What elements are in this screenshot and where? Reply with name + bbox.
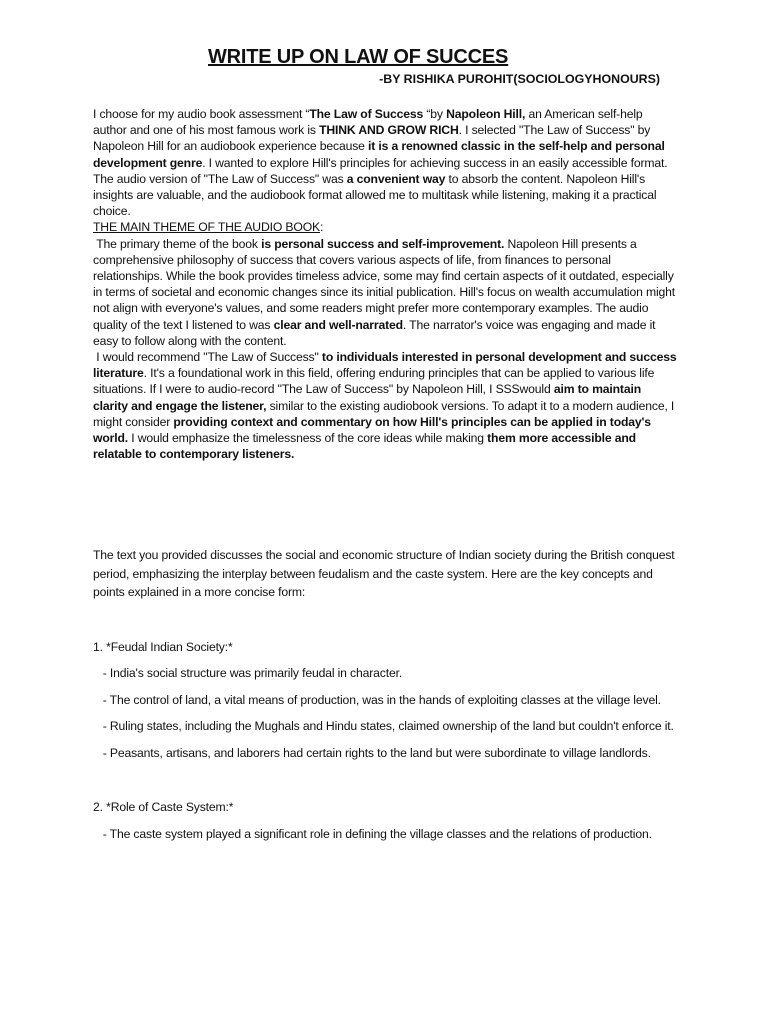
intro-paragraph: I choose for my audio book assessment “The Law of Success “by Napoleon Hill, an American self-help author and one of his most famous work is THINK AND GROW RICH. I selected "The Law of Success" by Napoleon Hill for an audiobook experience because it is a renowned classic in the self-help and personal development genre. I wanted to explore Hill's principles for achieving success in an easily accessible format. The audio version of "The Law of Success" was a convenient way to absorb the content. Napoleon Hill's insights are valuable, and the audiobook format allowed me to multitask while listening, making it a practical choice. bbox=[93, 107, 668, 219]
section-heading-caste: 2. *Role of Caste System:* bbox=[93, 800, 234, 814]
recommendation-paragraph: I would recommend "The Law of Success" to individuals interested in personal development and success literature. It's a foundational work in this field, offering enduring principles that can be applied to various life situations. If I were to audio-record "The Law of Success" by Napoleon Hill, I SSSwould aim to maintain clarity and engage the listener, similar to the existing audiobook versions. To adapt it to a modern audience, I might consider providing context and commentary on how Hill's principles can be applied in today's world. I would emphasize the timelessness of the core ideas while making them more accessible and relatable to contemporary listeners. bbox=[93, 350, 677, 462]
summary-intro: The text you provided discusses the social and economic structure of Indian society during the British conquest period, emphasizing the interplay between feudalism and the caste system. Here are the key concepts and points explained in a more concise form: bbox=[93, 548, 675, 599]
document-title: WRITE UP ON LAW OF SUCCES bbox=[208, 46, 509, 68]
summary-section bbox=[93, 546, 678, 851]
theme-heading: THE MAIN THEME OF THE AUDIO BOOK: bbox=[93, 220, 324, 235]
section-heading-feudal: 1. *Feudal Indian Society:* bbox=[93, 639, 233, 654]
list-item: - The caste system played a significant role in defining the village classes and the relations of production. bbox=[93, 826, 652, 841]
list-item: - Peasants, artisans, and laborers had certain rights to the land but were subordinate to village landlords. bbox=[93, 745, 651, 760]
list-item: - The control of land, a vital means of production, was in the hands of exploiting classes at the village level. bbox=[93, 692, 661, 707]
list-item: - Ruling states, including the Mughals and Hindu states, claimed ownership of the land but couldn't enforce it. bbox=[93, 719, 674, 733]
essay-body bbox=[93, 106, 678, 462]
author-line: -BY RISHIKA PUROHIT(SOCIOLOGYHONOURS) bbox=[379, 72, 660, 86]
list-item: - India's social structure was primarily feudal in character. bbox=[93, 666, 403, 680]
theme-paragraph: The primary theme of the book is personal success and self-improvement. Napoleon Hill presents a comprehensive philosophy of success that covers various aspects of life, from finances to personal relationships. While the book provides timeless advice, some may find certain aspects of it outdated, especially in terms of societal and economic changes since its initial publication. Hill's focus on wealth accumulation might not align with everyone's values, and some readers might prefer more contemporary examples. The audio quality of the text I listened to was clear and well-narrated. The narrator's voice was engaging and made it easy to follow along with the content. bbox=[93, 236, 676, 348]
